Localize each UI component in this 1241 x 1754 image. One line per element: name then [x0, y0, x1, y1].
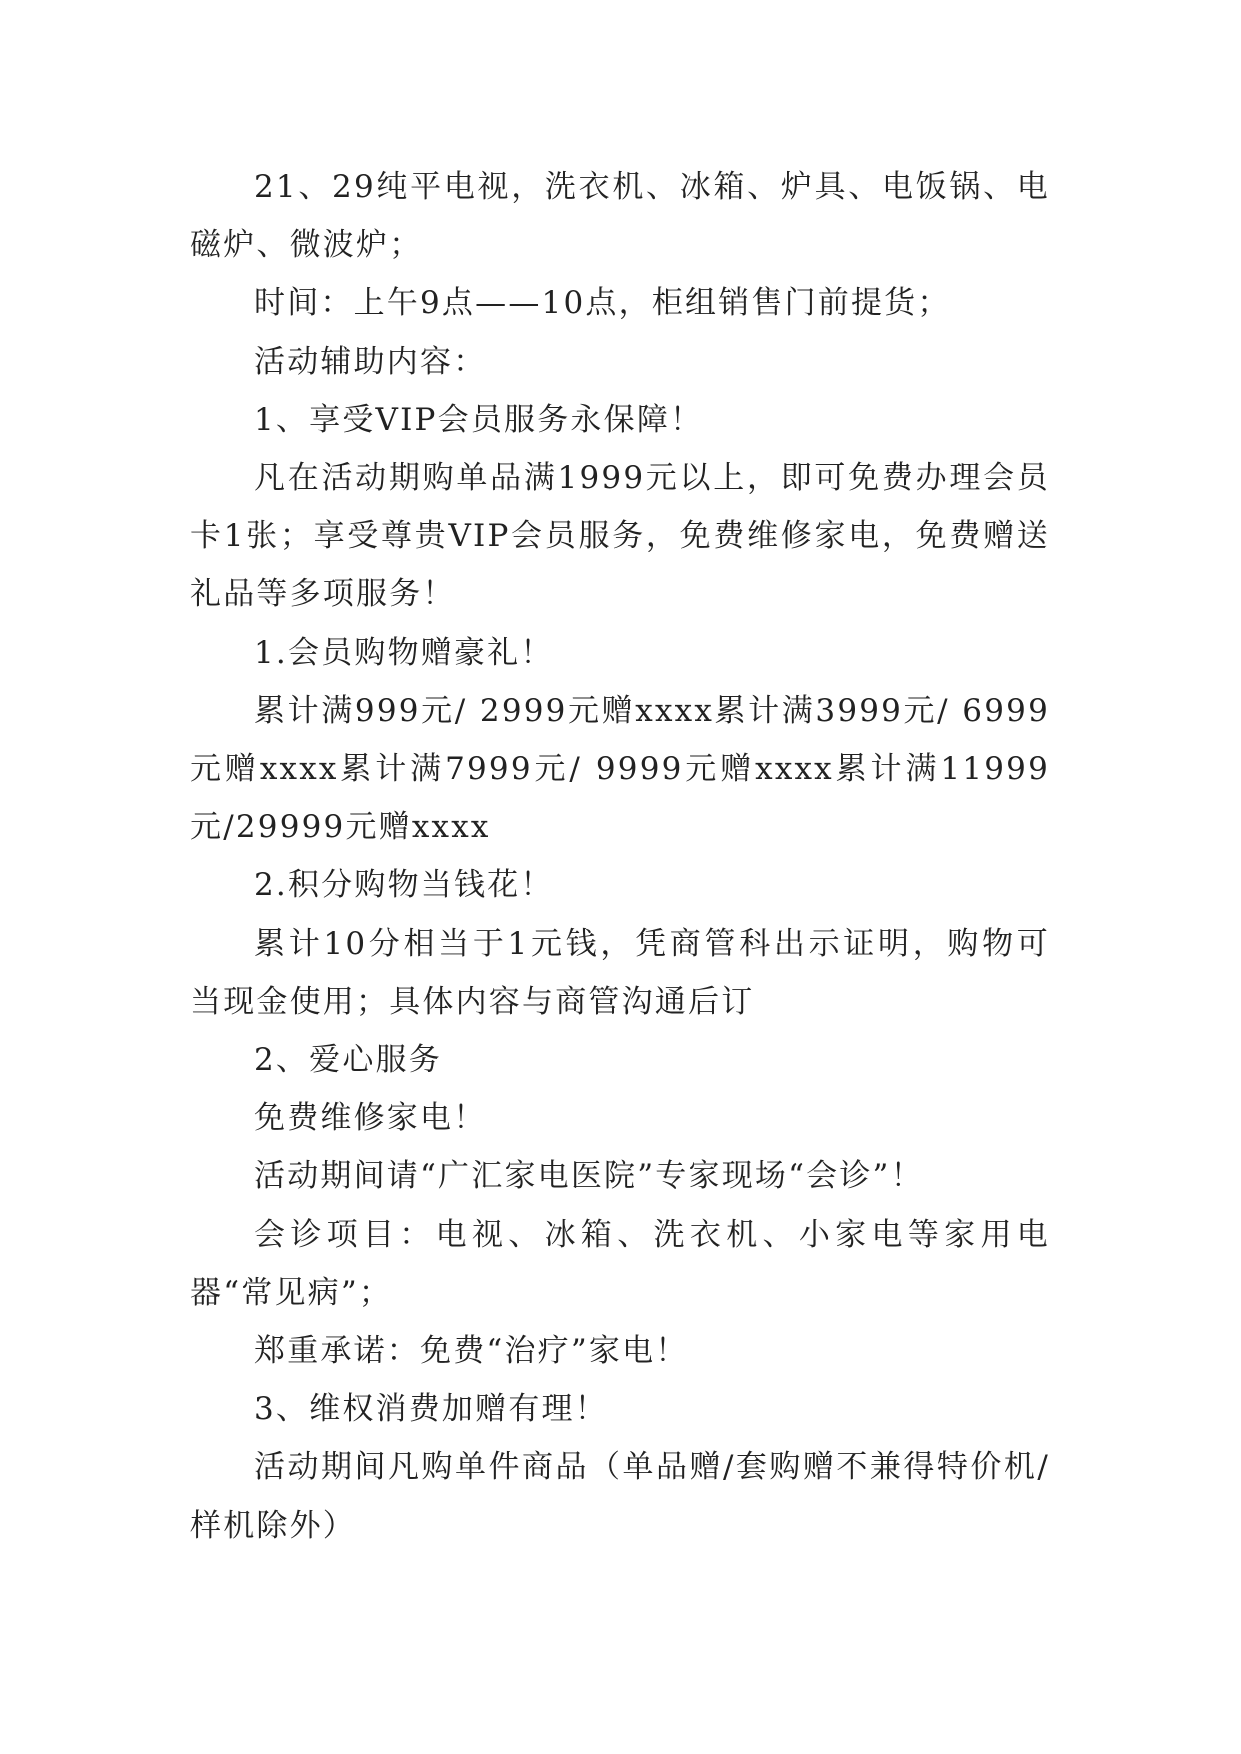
paragraph-vip-details: 凡在活动期购单品满1999元以上，即可免费办理会员卡1张；享受尊贵VIP会员服务，免费维修家电，免费赠送礼品等多项服务！ [190, 460, 1050, 613]
paragraph-member-gift-tiers: 累计满999元/ 2999元赠xxxx累计满3999元/ 6999元赠xxxx累计满7999元/ 9999元赠xxxx累计满11999元/29999元赠xxxx [190, 692, 1050, 846]
paragraph-rights-details: 活动期间凡购单件商品（单品赠/套购赠不兼得特价机/样机除外） [190, 1449, 1050, 1544]
paragraph-free-repair: 免费维修家电！ [254, 1100, 487, 1137]
paragraph-pickup-time: 时间：上午9点——10点，柜组销售门前提货； [254, 285, 951, 322]
paragraph-rights-heading: 3、维权消费加赠有理！ [254, 1391, 608, 1428]
paragraph-care-service-heading: 2、爱心服务 [254, 1042, 442, 1079]
paragraph-points-details: 累计10分相当于1元钱，凭商管科出示证明，购物可当现金使用；具体内容与商管沟通后订 [190, 925, 1050, 1020]
paragraph-consultation-items: 会诊项目：电视、冰箱、洗衣机、小家电等家用电器“常见病”； [190, 1216, 1050, 1311]
paragraph-points-heading: 2.积分购物当钱花！ [254, 867, 554, 904]
paragraph-promise: 郑重承诺：免费“治疗”家电！ [254, 1333, 689, 1370]
paragraph-expert-consultation: 活动期间请“广汇家电医院”专家现场“会诊”！ [254, 1158, 924, 1195]
paragraph-member-gift-heading: 1.会员购物赠豪礼！ [254, 634, 554, 671]
paragraph-auxiliary-heading: 活动辅助内容： [254, 343, 487, 380]
paragraph-appliance-list: 21、29纯平电视，洗衣机、冰箱、炉具、电饭锅、电磁炉、微波炉； [190, 169, 1050, 264]
document-body [190, 158, 1050, 1555]
paragraph-vip-heading: 1、享受VIP会员服务永保障！ [254, 401, 704, 438]
